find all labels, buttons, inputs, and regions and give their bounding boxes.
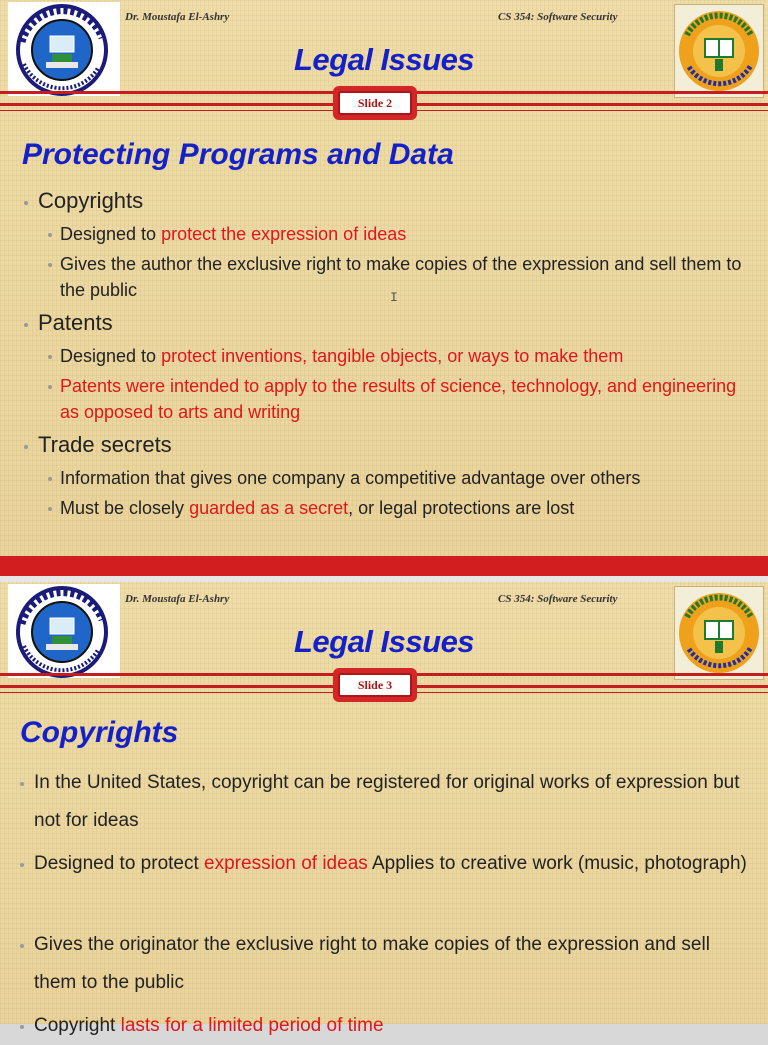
highlighted-text: expression of ideas [204,853,368,874]
course-name: CS 354: Software Security [498,593,618,605]
section-label: Patents [38,310,113,335]
slide-heading: Copyrights [20,716,179,749]
highlighted-text: protect the expression of ideas [161,224,407,244]
bullet-text: Information that gives one company a competitive advantage over others [60,468,641,488]
text-run: Designed to [60,346,162,366]
text-run: , or legal protections are lost [348,498,575,518]
text-run: Must be closely [60,498,190,518]
tanta-university-logo [674,586,764,680]
bullet-dot [48,263,52,267]
bullet-dot [48,233,52,237]
paragraph-text [34,845,752,883]
author-name: Dr. Moustafa El-Ashry [125,593,230,605]
bullet-dot [20,944,24,948]
bullet-dot [48,507,52,511]
slide-number: Slide 2 [338,91,412,115]
slide-3 [0,582,768,1036]
slide-number-badge [333,86,417,120]
slide-number: Slide 3 [338,673,412,697]
highlighted-text: lasts for a limited period of time [120,1015,384,1036]
text-cursor-icon: Ι [390,290,398,305]
bullet-dot [48,355,52,359]
paragraph-text [34,1007,752,1045]
bullet-text: Gives the author the exclusive right to make copies of the expression and sell them to the public [60,254,742,300]
text-run: Designed to protect [34,853,205,874]
slide-header [0,0,768,98]
slide-heading: Protecting Programs and Data [22,138,454,171]
bullet-dot [48,477,52,481]
bullet-text [60,221,744,247]
tanta-university-logo [674,4,764,98]
slide-header [0,582,768,680]
bullet-dot [20,863,24,867]
bullet-dot [24,445,28,449]
bullet-dot [24,201,28,205]
slide-title: Legal Issues [293,42,475,77]
text-run: Copyright [34,1015,121,1036]
section-label: Trade secrets [38,432,172,457]
highlighted-text: guarded as a secret [189,498,349,518]
bullet-dot [48,385,52,389]
bullet-dot [20,1025,24,1029]
bullet-dot [20,782,24,786]
section-label: Copyrights [38,188,144,213]
slide-title: Legal Issues [293,624,475,659]
author-name: Dr. Moustafa El-Ashry [125,11,230,23]
text-run: Designed to [60,224,162,244]
paragraph-text: In the United States, copyright can be registered for original works of expression but not for ideas [34,772,740,831]
bullet-text [60,343,744,369]
highlighted-text: protect inventions, tangible objects, or ways to make them [161,346,624,366]
bullet-dot [24,323,28,327]
paragraph-text: Gives the originator the exclusive right to make copies of the expression and sell them to the public [34,934,710,993]
bullet-text [60,495,744,521]
course-name: CS 354: Software Security [498,11,618,23]
footer-bar [0,556,768,576]
bullet-text: Patents were intended to apply to the results of science, technology, and engineering as opposed to arts and writing [60,376,737,422]
text-run: Applies to creative work (music, photograph) [367,853,747,874]
slide-number-badge [333,668,417,702]
